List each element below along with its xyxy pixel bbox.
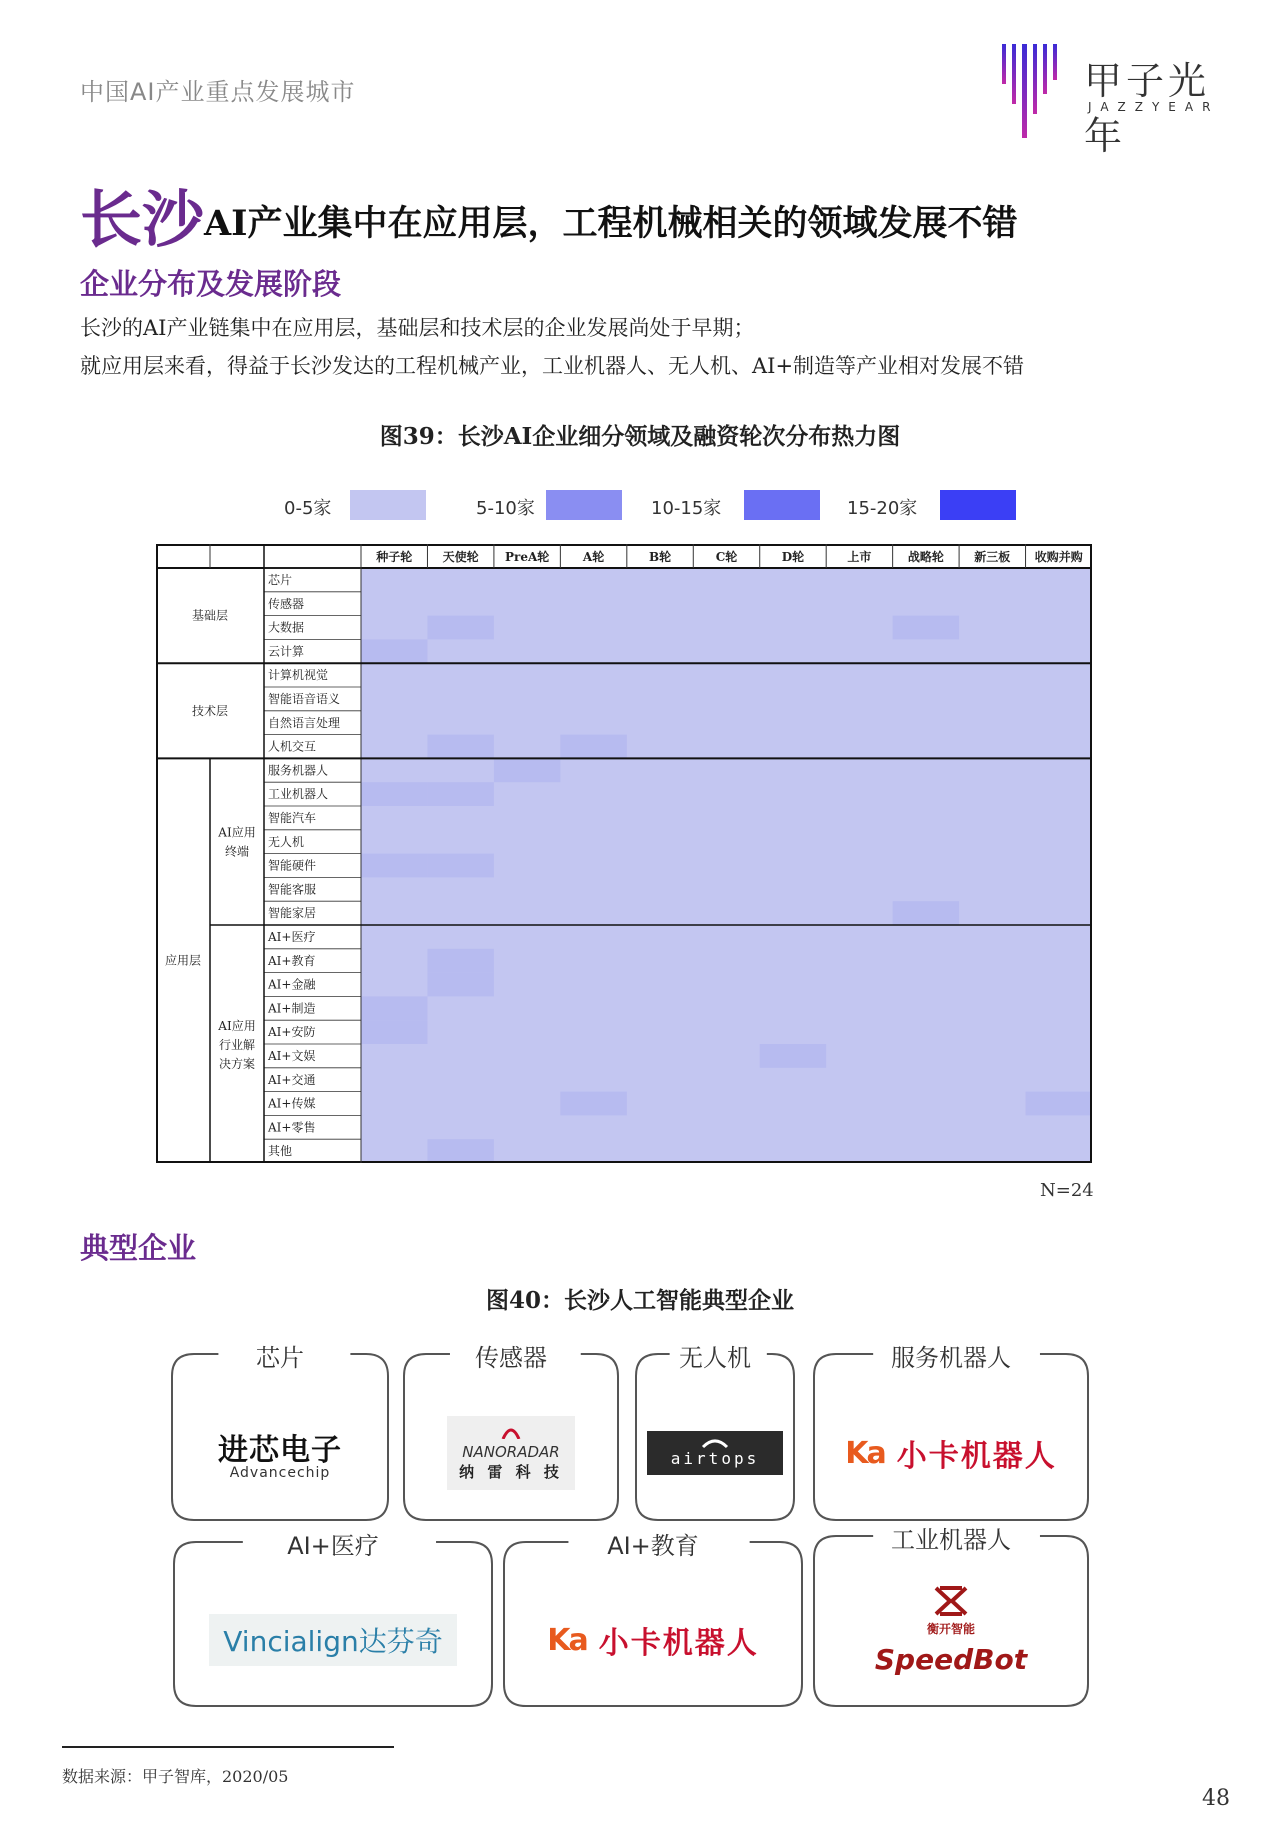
company-logo xyxy=(634,1398,796,1508)
heatmap-column-header: 新三板 xyxy=(974,550,1011,564)
heatmap-row-label: AI+教育 xyxy=(268,953,316,968)
heatmap-row-label: AI+传媒 xyxy=(268,1096,316,1111)
heatmap-row-label: 传感器 xyxy=(268,596,305,611)
legend-swatch xyxy=(350,490,426,520)
logo-subtext: 衡开智能 xyxy=(926,1622,975,1636)
figure39-title: 图39：长沙AI企业细分领域及融资轮次分布热力图 xyxy=(379,423,901,450)
logo-text: SpeedBot xyxy=(874,1643,1028,1676)
company-card xyxy=(634,1344,796,1522)
heatmap-cell xyxy=(494,758,560,782)
sample-size-note: N=24 xyxy=(1040,1180,1094,1201)
heatmap-row-label: AI+医疗 xyxy=(268,930,316,944)
heatmap-column-header: A轮 xyxy=(582,550,605,564)
heatmap-column-header: 战略轮 xyxy=(907,550,944,564)
company-card xyxy=(402,1344,620,1522)
heatmap-subgroup-label: AI应用 xyxy=(218,825,256,840)
brand-name-cn: 甲子光年 xyxy=(1084,59,1211,158)
legend-label: 0-5家 xyxy=(284,498,332,519)
heatmap-row-label: 智能汽车 xyxy=(268,811,317,825)
heatmap-row-label: 智能语音语义 xyxy=(268,692,341,706)
brand-name-en: JAZZYEAR xyxy=(1088,100,1220,114)
heatmap-row-label: 人机交互 xyxy=(268,739,317,754)
company-logo xyxy=(172,1586,494,1694)
company-logo xyxy=(812,1398,1090,1508)
heatmap-cell xyxy=(893,616,959,640)
heatmap-row-label: AI+制造 xyxy=(268,1001,316,1016)
heatmap-cell xyxy=(893,901,959,925)
heatmap-cell xyxy=(560,735,626,759)
card-category-label: AI+医疗 xyxy=(287,1532,379,1560)
company-card xyxy=(502,1532,804,1708)
paragraph-line-1: 长沙的AI产业链集中在应用层，基础层和技术层的企业发展尚处于早期； xyxy=(80,316,755,340)
heatmap-cell xyxy=(427,782,493,806)
legend-swatch xyxy=(940,490,1016,520)
heatmap-cell xyxy=(361,782,427,806)
logo-text: 小卡机器人 xyxy=(896,1439,1057,1474)
heatmap-column-header: 收购并购 xyxy=(1034,550,1083,564)
heatmap-column-header: 上市 xyxy=(847,550,872,564)
heatmap-row-label: AI+金融 xyxy=(268,977,316,992)
ka-logo-icon: Ka xyxy=(845,1435,885,1471)
heatmap-cell xyxy=(361,854,427,878)
card-category-label: 服务机器人 xyxy=(891,1344,1011,1372)
brand-bars-icon xyxy=(1000,38,1066,138)
figure40-title: 图40：长沙人工智能典型企业 xyxy=(485,1287,794,1314)
heatmap-svg xyxy=(156,544,1092,1166)
heatmap-group-label: 应用层 xyxy=(164,953,202,968)
logo-text: airtops xyxy=(670,1448,760,1468)
section-title-typical-companies: 典型企业 xyxy=(80,1231,197,1265)
heatmap-cell xyxy=(427,949,493,973)
company-card xyxy=(170,1344,390,1522)
heatmap-cell xyxy=(427,973,493,997)
headline-text: AI产业集中在应用层，工程机械相关的领域发展不错 xyxy=(204,203,1018,244)
logo-subtext: 纳 雷 科 技 xyxy=(459,1463,563,1481)
heatmap-column-header: PreA轮 xyxy=(504,550,550,564)
company-card xyxy=(812,1526,1090,1708)
heatmap-row-label: 无人机 xyxy=(268,834,305,849)
legend-label: 15-20家 xyxy=(847,498,918,519)
heatmap-row-label: 其他 xyxy=(268,1144,293,1159)
card-category-label: 无人机 xyxy=(679,1344,751,1372)
heatmap-row-label: AI+文娱 xyxy=(268,1049,316,1063)
heatmap-legend xyxy=(0,490,1280,530)
legend-swatch xyxy=(744,490,820,520)
radar-icon xyxy=(501,1425,521,1439)
heatmap-cell xyxy=(427,735,493,759)
legend-swatch xyxy=(546,490,622,520)
heatmap-column-header: 种子轮 xyxy=(376,550,413,564)
card-category-label: 芯片 xyxy=(256,1344,304,1372)
section-title-distribution: 企业分布及发展阶段 xyxy=(80,267,342,301)
heatmap-row-label: 计算机视觉 xyxy=(268,668,329,683)
heatmap-column-header: 天使轮 xyxy=(442,550,479,564)
brand-logo xyxy=(1000,38,1240,158)
heatmap-group-label: 技术层 xyxy=(191,703,229,718)
heatmap-cell xyxy=(560,1092,626,1116)
card-category-label: AI+教育 xyxy=(607,1532,699,1560)
heatmap-column-header: C轮 xyxy=(715,550,738,564)
heatmap-row-label: 芯片 xyxy=(268,573,293,587)
paragraph-line-2: 就应用层来看，得益于长沙发达的工程机械产业，工业机器人、无人机、AI+制造等产业相对发展不错 xyxy=(80,354,1025,378)
ka-logo-icon: Ka xyxy=(547,1622,587,1658)
heatmap-cell xyxy=(361,996,427,1020)
heatmap-cell xyxy=(760,1044,826,1068)
logo-subtext: Advancechip xyxy=(229,1465,331,1481)
company-logo xyxy=(170,1398,390,1508)
heatmap-subgroup-label: 终端 xyxy=(224,844,250,859)
heatmap-cell xyxy=(1026,1092,1092,1116)
heatmap-cell xyxy=(427,616,493,640)
card-category-label: 传感器 xyxy=(475,1344,547,1372)
legend-label: 10-15家 xyxy=(651,498,722,519)
page-number: 48 xyxy=(1202,1786,1230,1811)
card-category-label: 工业机器人 xyxy=(891,1526,1011,1554)
heatmap-table xyxy=(156,544,1092,1170)
headline-city: 长沙 xyxy=(80,183,205,256)
heatmap-row-label: 智能家居 xyxy=(268,906,317,921)
heatmap-subgroup-label: 决方案 xyxy=(218,1057,256,1071)
heatmap-group-label: 基础层 xyxy=(191,608,229,623)
heatmap-row-label: AI+零售 xyxy=(268,1120,316,1135)
company-logo xyxy=(502,1586,804,1694)
heatmap-subgroup-label: 行业解 xyxy=(218,1038,256,1052)
heatmap-cell xyxy=(427,1139,493,1163)
logo-text: 进芯电子 xyxy=(218,1433,342,1468)
document-title: 中国AI产业重点发展城市 xyxy=(80,78,356,106)
logo-text: Vincialign达芬奇 xyxy=(223,1625,443,1658)
heatmap-row-label: 智能硬件 xyxy=(268,858,317,873)
speedbot-emblem-icon xyxy=(934,1586,968,1616)
company-logo xyxy=(812,1574,1090,1688)
heatmap-row-label: 服务机器人 xyxy=(268,763,329,778)
legend-label: 5-10家 xyxy=(476,498,535,519)
heatmap-subgroup-label: AI应用 xyxy=(218,1019,256,1033)
heatmap-cell xyxy=(361,639,427,663)
heatmap-column-header: D轮 xyxy=(781,550,805,564)
heatmap-row-label: 云计算 xyxy=(268,644,305,659)
heatmap-row-label: AI+安防 xyxy=(268,1025,316,1040)
heatmap-row-label: AI+交通 xyxy=(268,1072,316,1087)
heatmap-row-label: 大数据 xyxy=(268,620,305,635)
logo-text: NANORADAR xyxy=(462,1443,560,1461)
data-source: 数据来源：甲子智库，2020/05 xyxy=(62,1767,289,1786)
heatmap-cell xyxy=(427,854,493,878)
footnote-divider xyxy=(62,1746,394,1748)
heatmap-row-label: 自然语言处理 xyxy=(268,715,341,730)
company-logo xyxy=(402,1398,620,1508)
page-headline xyxy=(80,170,1018,259)
heatmap-row-label: 工业机器人 xyxy=(268,787,329,802)
heatmap-column-header: B轮 xyxy=(648,550,672,564)
heatmap-cell xyxy=(361,1020,427,1044)
drone-icon xyxy=(701,1439,729,1449)
heatmap-row-label: 智能客服 xyxy=(268,882,317,897)
logo-text: 小卡机器人 xyxy=(598,1626,759,1661)
company-card xyxy=(172,1532,494,1708)
company-card xyxy=(812,1344,1090,1522)
